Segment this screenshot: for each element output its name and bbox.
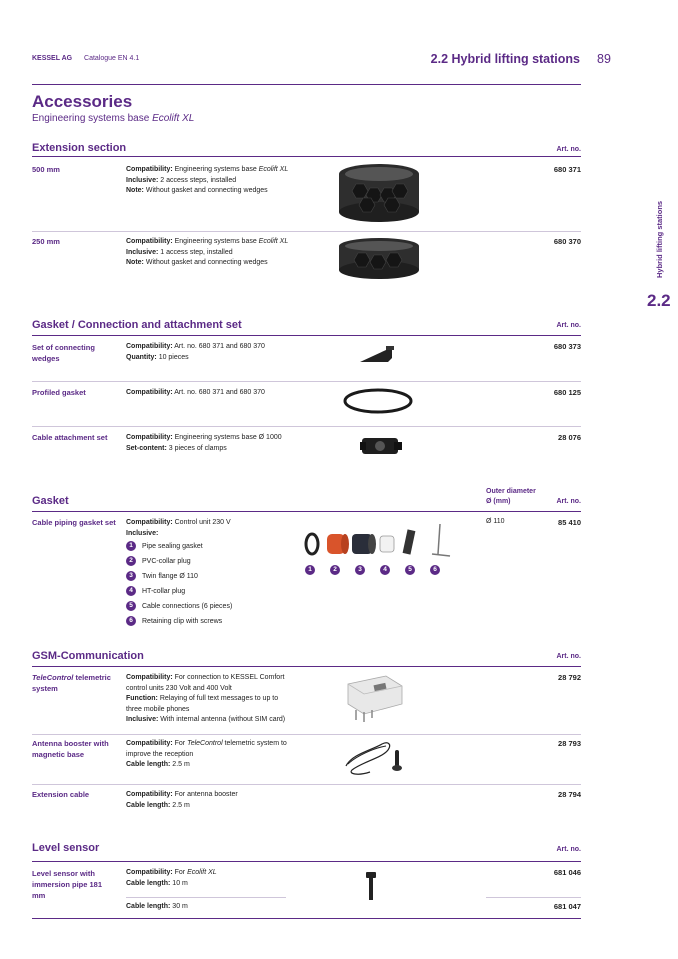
number-badge: 6 <box>126 616 136 626</box>
artno-header: Art. no. <box>556 146 581 153</box>
section-title-gasket: Gasket <box>32 495 69 507</box>
row-divider <box>32 784 581 785</box>
profiled-gasket-image <box>342 386 414 416</box>
item-artno: 680 371 <box>553 165 581 174</box>
item-description: Compatibility: Engineering systems base Ø 1000 Set-content: 3 pieces of clamps <box>126 434 282 452</box>
item-description: Compatibility: Art. no. 680 371 and 680 370 <box>126 389 265 396</box>
item-artno: 85 410 <box>558 518 581 527</box>
section-title-gasket-set: Gasket / Connection and attachment set <box>32 319 242 331</box>
item-artno: 681 047 <box>553 902 581 911</box>
item-description: Cable length: 30 m <box>126 903 188 910</box>
item-name: Cable attachment set <box>32 433 108 442</box>
item-description: Compatibility: For connection to KESSEL Comfort control units 230 Volt and 400 Volt Function: Relaying of full text messages to up to three mobile phones Inclusive: With internal antenna (without SIM card) <box>126 674 286 723</box>
callout-badge: 3 <box>355 565 365 575</box>
connecting-wedge-image <box>358 344 398 366</box>
company-name: KESSEL AG <box>32 55 73 62</box>
row-divider <box>32 426 581 427</box>
artno-header: Art. no. <box>556 498 581 505</box>
side-label: Hybrid lifting stations <box>655 200 664 278</box>
callout-badge: 4 <box>380 565 390 575</box>
header-rule <box>32 84 581 85</box>
item-name: Cable piping gasket set <box>32 518 116 527</box>
row-divider <box>32 381 581 382</box>
antenna-booster-image <box>342 736 408 778</box>
section-title-gsm: GSM-Communication <box>32 650 144 662</box>
section-rule <box>32 666 581 667</box>
item-outer-diameter: Ø 110 <box>486 518 505 525</box>
item-description: Compatibility: Engineering systems base Ecolift XL Inclusive: 1 access step, installed Note: Without gasket and connecting wedges <box>126 238 289 266</box>
number-badge: 1 <box>126 541 136 551</box>
section-rule <box>32 918 581 919</box>
page-number: 89 <box>597 52 611 66</box>
section-rule <box>32 511 581 512</box>
section-rule <box>32 861 581 862</box>
extension-ring-500-image <box>336 160 422 224</box>
artno-header: Art. no. <box>556 846 581 853</box>
item-description: Compatibility: For Ecolift XL Cable length: 10 m <box>126 869 217 887</box>
item-description: Compatibility: Art. no. 680 371 and 680 370 Quantity: 10 pieces <box>126 343 265 361</box>
cable-clamp-image <box>358 432 404 460</box>
item-artno: 28 793 <box>558 739 581 748</box>
item-name: Level sensor with immersion pipe 181 mm <box>32 869 103 900</box>
callout-badge: 5 <box>405 565 415 575</box>
item-artno: 28 794 <box>558 790 581 799</box>
item-name: 500 mm <box>32 165 60 174</box>
number-badge: 2 <box>126 556 136 566</box>
number-badge: 4 <box>126 586 136 596</box>
side-number: 2.2 <box>647 291 671 310</box>
section-title-extension: Extension section <box>32 142 127 154</box>
item-name: 250 mm <box>32 237 60 246</box>
item-name: Profiled gasket <box>32 388 86 397</box>
item-description: Compatibility: For antenna booster Cable length: 2.5 m <box>126 791 238 809</box>
section-title-level-sensor: Level sensor <box>32 842 100 854</box>
outer-diameter-header: Outer diameter Ø (mm) <box>486 488 536 505</box>
item-artno: 680 370 <box>553 237 581 246</box>
item-name: Set of connecting wedges <box>32 343 95 363</box>
row-divider <box>32 231 581 232</box>
page-subtitle <box>32 113 194 124</box>
callout-badge: 6 <box>430 565 440 575</box>
callout-badge: 1 <box>305 565 315 575</box>
section-rule <box>32 156 581 157</box>
subtitle-prefix: Engineering systems base <box>32 113 153 124</box>
subtitle-product: Ecolift XL <box>152 113 195 124</box>
item-name: TeleControl telemetric system <box>32 673 111 693</box>
level-sensor-image <box>364 870 378 902</box>
item-artno: 28 792 <box>558 673 581 682</box>
item-artno: 681 046 <box>553 868 581 877</box>
extension-ring-250-image <box>336 236 422 282</box>
page-title: Accessories <box>32 92 133 111</box>
item-description: Compatibility: Engineering systems base Ecolift XL Inclusive: 2 access steps, installed Note: Without gasket and connecting wedges <box>126 166 289 194</box>
row-divider <box>126 897 286 898</box>
telecontrol-device-image <box>342 670 406 722</box>
number-badge: 5 <box>126 601 136 611</box>
artno-header: Art. no. <box>556 653 581 660</box>
callout-badge: 2 <box>330 565 340 575</box>
row-divider <box>32 734 581 735</box>
item-name: Antenna booster with magnetic base <box>32 739 109 759</box>
number-badge: 3 <box>126 571 136 581</box>
section-header: 2.2 Hybrid lifting stations <box>430 52 580 66</box>
item-artno: 680 125 <box>553 388 581 397</box>
catalogue-label: Catalogue EN 4.1 <box>84 55 140 62</box>
section-rule <box>32 335 581 336</box>
item-artno: 680 373 <box>553 342 581 351</box>
item-description: Compatibility: Control unit 230 V Inclusive: 1 Pipe sealing gasket 2 PVC-collar plug 3 Twin flange Ø 110 4 HT-collar plug 5 Cable connections (6 pieces) 6 Retaining clip with screws <box>126 519 233 625</box>
item-artno: 28 076 <box>558 433 581 442</box>
artno-header: Art. no. <box>556 322 581 329</box>
row-divider <box>486 897 581 898</box>
header-meta <box>32 55 139 62</box>
item-name: Extension cable <box>32 790 90 799</box>
gasket-image-callouts <box>305 561 455 579</box>
item-description: Compatibility: For TeleControl telemetric system to improve the reception Cable length: 2.5 m <box>126 740 287 768</box>
